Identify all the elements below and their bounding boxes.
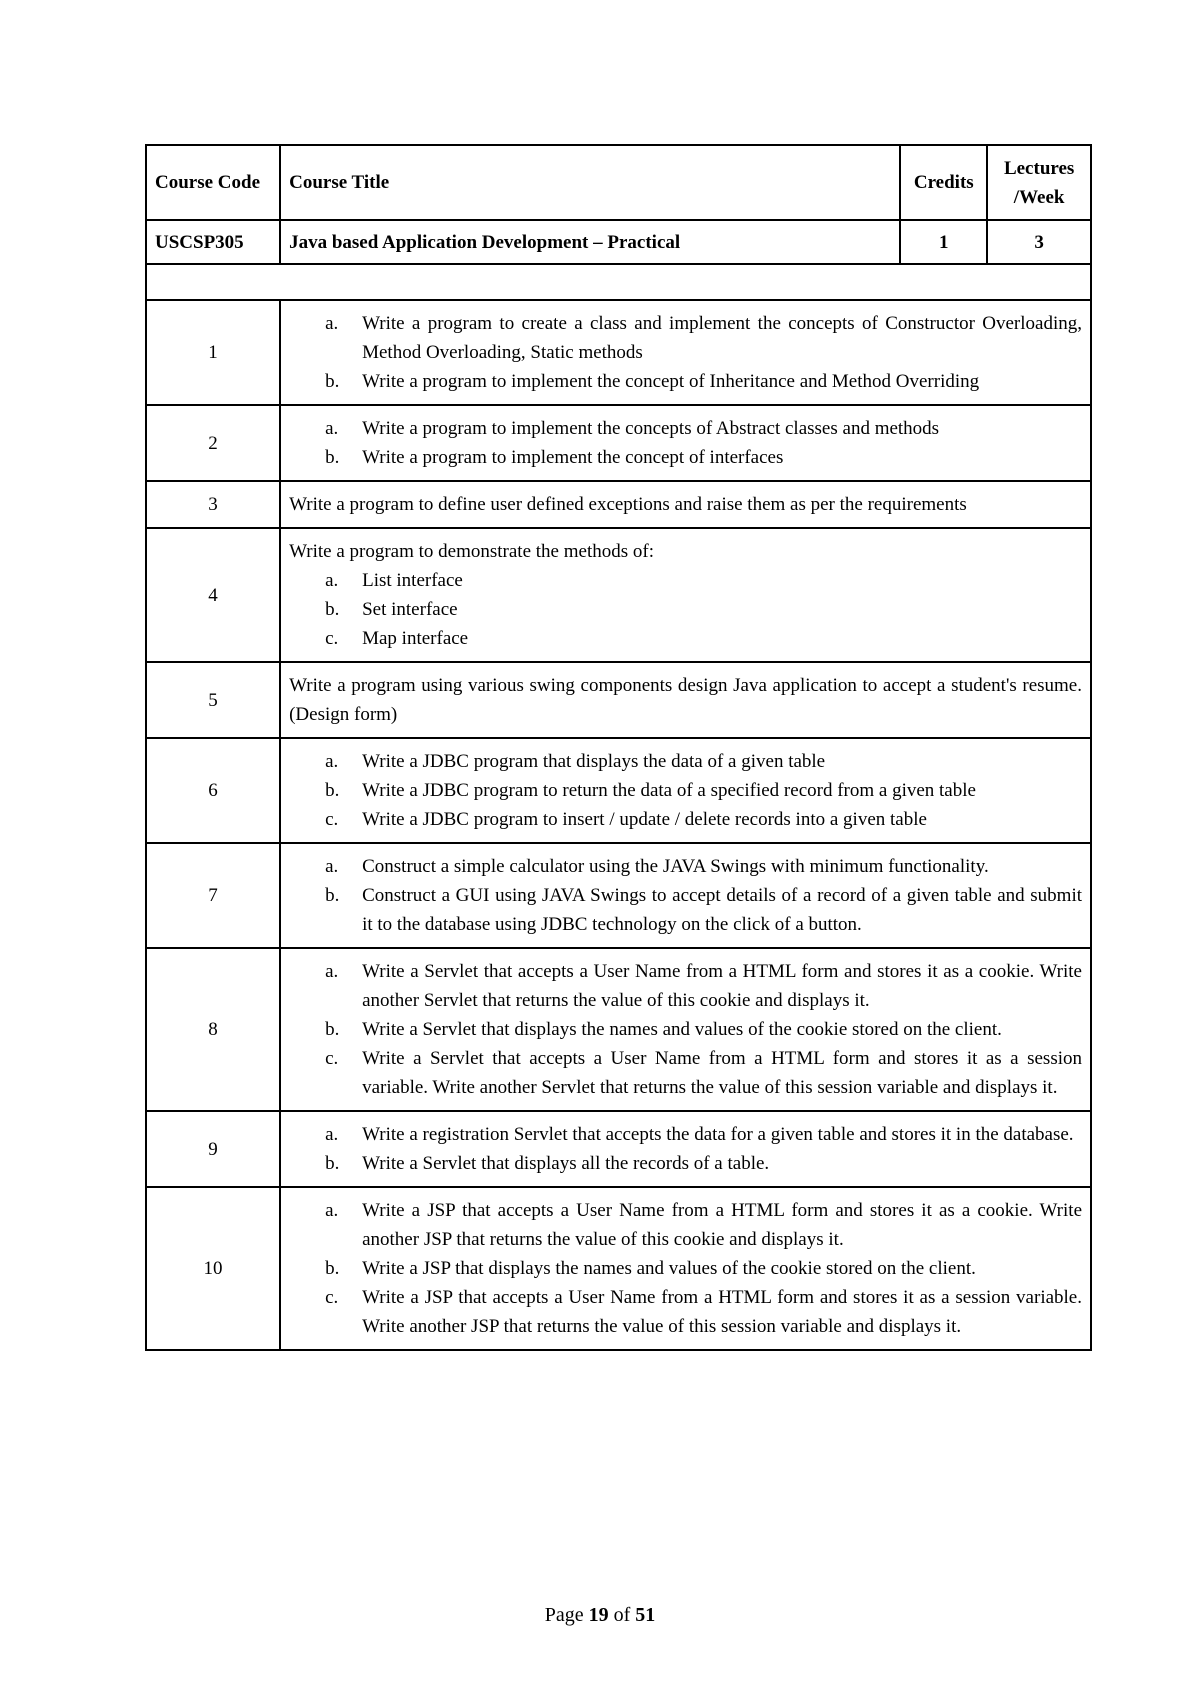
course-row (146, 220, 1091, 264)
practical-number: 7 (146, 843, 280, 948)
practical-number: 5 (146, 662, 280, 738)
footer-page-word: Page (544, 1604, 584, 1626)
task-text: Write a program to create a class and implement the concepts of Constructor Overloading, Method Overloading, Static methods (362, 313, 1082, 363)
task-marker: c. (325, 1048, 339, 1069)
practical-description (280, 1187, 1091, 1350)
practical-task-item (289, 957, 1082, 1015)
course-title: Java based Application Development – Practical (280, 220, 900, 264)
task-marker: b. (325, 1019, 340, 1040)
spacer-row (146, 264, 1091, 300)
course-lectures: 3 (987, 220, 1091, 264)
header-lectures-line2: /Week (1013, 186, 1065, 208)
practical-task-item (289, 776, 1082, 805)
practical-task-list (289, 309, 1082, 396)
page-footer (0, 1604, 1200, 1627)
task-text: Write a Servlet that accepts a User Name from a HTML form and stores it as a cookie. Write another Servlet that returns the value of this cookie and displays it. (362, 961, 1082, 1011)
task-marker: a. (325, 856, 339, 877)
practical-task-item (289, 414, 1082, 443)
practical-description (280, 528, 1091, 662)
practical-description (280, 481, 1091, 528)
practical-row (146, 662, 1091, 738)
practical-description (280, 738, 1091, 843)
practical-task-item (289, 805, 1082, 834)
task-marker: a. (325, 418, 339, 439)
practical-description (280, 843, 1091, 948)
practical-task-item (289, 1015, 1082, 1044)
practical-task-item (289, 1283, 1082, 1341)
task-text: Set interface (362, 599, 458, 620)
task-marker: c. (325, 1287, 339, 1308)
task-marker: b. (325, 1153, 340, 1174)
practical-number: 1 (146, 300, 280, 405)
header-course-code: Course Code (146, 145, 280, 220)
practical-row (146, 738, 1091, 843)
header-credits: Credits (900, 145, 987, 220)
header-course-title: Course Title (280, 145, 900, 220)
footer-page-number: 19 (588, 1604, 609, 1626)
task-text: Write a Servlet that displays all the records of a table. (362, 1153, 770, 1174)
practical-number: 3 (146, 481, 280, 528)
task-marker: b. (325, 780, 340, 801)
task-text: List interface (362, 570, 463, 591)
practical-task-list (289, 1196, 1082, 1341)
task-marker: b. (325, 599, 340, 620)
task-text: Write a JSP that accepts a User Name from a HTML form and stores it as a cookie. Write another JSP that returns the value of this cookie and displays it. (362, 1200, 1082, 1250)
practical-description (280, 948, 1091, 1111)
practical-task-list (289, 414, 1082, 472)
practical-intro: Write a program using various swing components design Java application to accept a student's resume. (Design form) (289, 675, 1082, 725)
practical-task-item (289, 443, 1082, 472)
practical-number: 4 (146, 528, 280, 662)
practical-task-list (289, 957, 1082, 1102)
practical-task-item (289, 566, 1082, 595)
course-credits: 1 (900, 220, 987, 264)
task-marker: b. (325, 447, 340, 468)
header-lectures-per-week (987, 145, 1091, 220)
practical-task-item (289, 881, 1082, 939)
practical-description (280, 300, 1091, 405)
task-marker: a. (325, 751, 339, 772)
practical-task-item (289, 852, 1082, 881)
practical-task-list (289, 566, 1082, 653)
task-text: Map interface (362, 628, 469, 649)
task-marker: a. (325, 1124, 339, 1145)
practical-task-item (289, 624, 1082, 653)
task-text: Write a JDBC program that displays the data of a given table (362, 751, 826, 772)
practical-intro: Write a program to demonstrate the methods of: (289, 541, 654, 562)
practical-row (146, 1111, 1091, 1187)
practical-row (146, 1187, 1091, 1350)
practical-task-item (289, 309, 1082, 367)
practical-task-item (289, 367, 1082, 396)
task-text: Write a JSP that displays the names and values of the cookie stored on the client. (362, 1258, 976, 1279)
task-text: Write a Servlet that displays the names and values of the cookie stored on the client. (362, 1019, 1002, 1040)
task-marker: c. (325, 809, 339, 830)
practical-task-item (289, 1254, 1082, 1283)
task-text: Write a program to implement the concept of interfaces (362, 447, 784, 468)
task-text: Write a program to implement the concept of Inheritance and Method Overriding (362, 371, 980, 392)
practical-description (280, 1111, 1091, 1187)
practical-number: 9 (146, 1111, 280, 1187)
syllabus-table (145, 144, 1092, 1351)
task-marker: a. (325, 1200, 339, 1221)
practical-row (146, 405, 1091, 481)
practical-task-item (289, 747, 1082, 776)
practical-task-list (289, 1120, 1082, 1178)
practical-task-item (289, 595, 1082, 624)
task-marker: a. (325, 961, 339, 982)
practical-row (146, 843, 1091, 948)
task-marker: a. (325, 313, 339, 334)
course-code: USCSP305 (146, 220, 280, 264)
practical-task-item (289, 1196, 1082, 1254)
task-text: Write a JSP that accepts a User Name from a HTML form and stores it as a session variable. Write another JSP that returns the value of this session variable and displays it. (362, 1287, 1082, 1337)
practical-description (280, 405, 1091, 481)
practical-intro: Write a program to define user defined exceptions and raise them as per the requirements (289, 494, 967, 515)
practical-row (146, 948, 1091, 1111)
task-text: Construct a GUI using JAVA Swings to accept details of a record of a given table and submit it to the database using JDBC technology on the click of a button. (362, 885, 1082, 935)
practical-row (146, 528, 1091, 662)
practical-task-item (289, 1044, 1082, 1102)
task-text: Write a program to implement the concepts of Abstract classes and methods (362, 418, 940, 439)
task-marker: b. (325, 885, 340, 906)
practical-number: 8 (146, 948, 280, 1111)
task-marker: b. (325, 1258, 340, 1279)
practical-row (146, 481, 1091, 528)
footer-total-pages: 51 (635, 1604, 656, 1626)
footer-of-word: of (613, 1604, 631, 1626)
practical-row (146, 300, 1091, 405)
practical-task-list (289, 747, 1082, 834)
practical-task-list (289, 852, 1082, 939)
task-text: Write a JDBC program to insert / update / delete records into a given table (362, 809, 927, 830)
task-marker: a. (325, 570, 339, 591)
header-lectures-line1: Lectures (1003, 157, 1075, 179)
spacer-cell (146, 264, 1091, 300)
task-text: Construct a simple calculator using the JAVA Swings with minimum functionality. (362, 856, 989, 877)
practical-task-item (289, 1120, 1082, 1149)
task-text: Write a registration Servlet that accepts the data for a given table and stores it in the database. (362, 1124, 1074, 1145)
task-marker: c. (325, 628, 339, 649)
task-text: Write a Servlet that accepts a User Name from a HTML form and stores it as a session variable. Write another Servlet that returns the value of this session variable and displays it. (362, 1048, 1082, 1098)
practical-number: 10 (146, 1187, 280, 1350)
practical-number: 2 (146, 405, 280, 481)
practical-task-item (289, 1149, 1082, 1178)
task-marker: b. (325, 371, 340, 392)
task-text: Write a JDBC program to return the data of a specified record from a given table (362, 780, 976, 801)
table-header-row (146, 145, 1091, 220)
practical-description (280, 662, 1091, 738)
practical-number: 6 (146, 738, 280, 843)
